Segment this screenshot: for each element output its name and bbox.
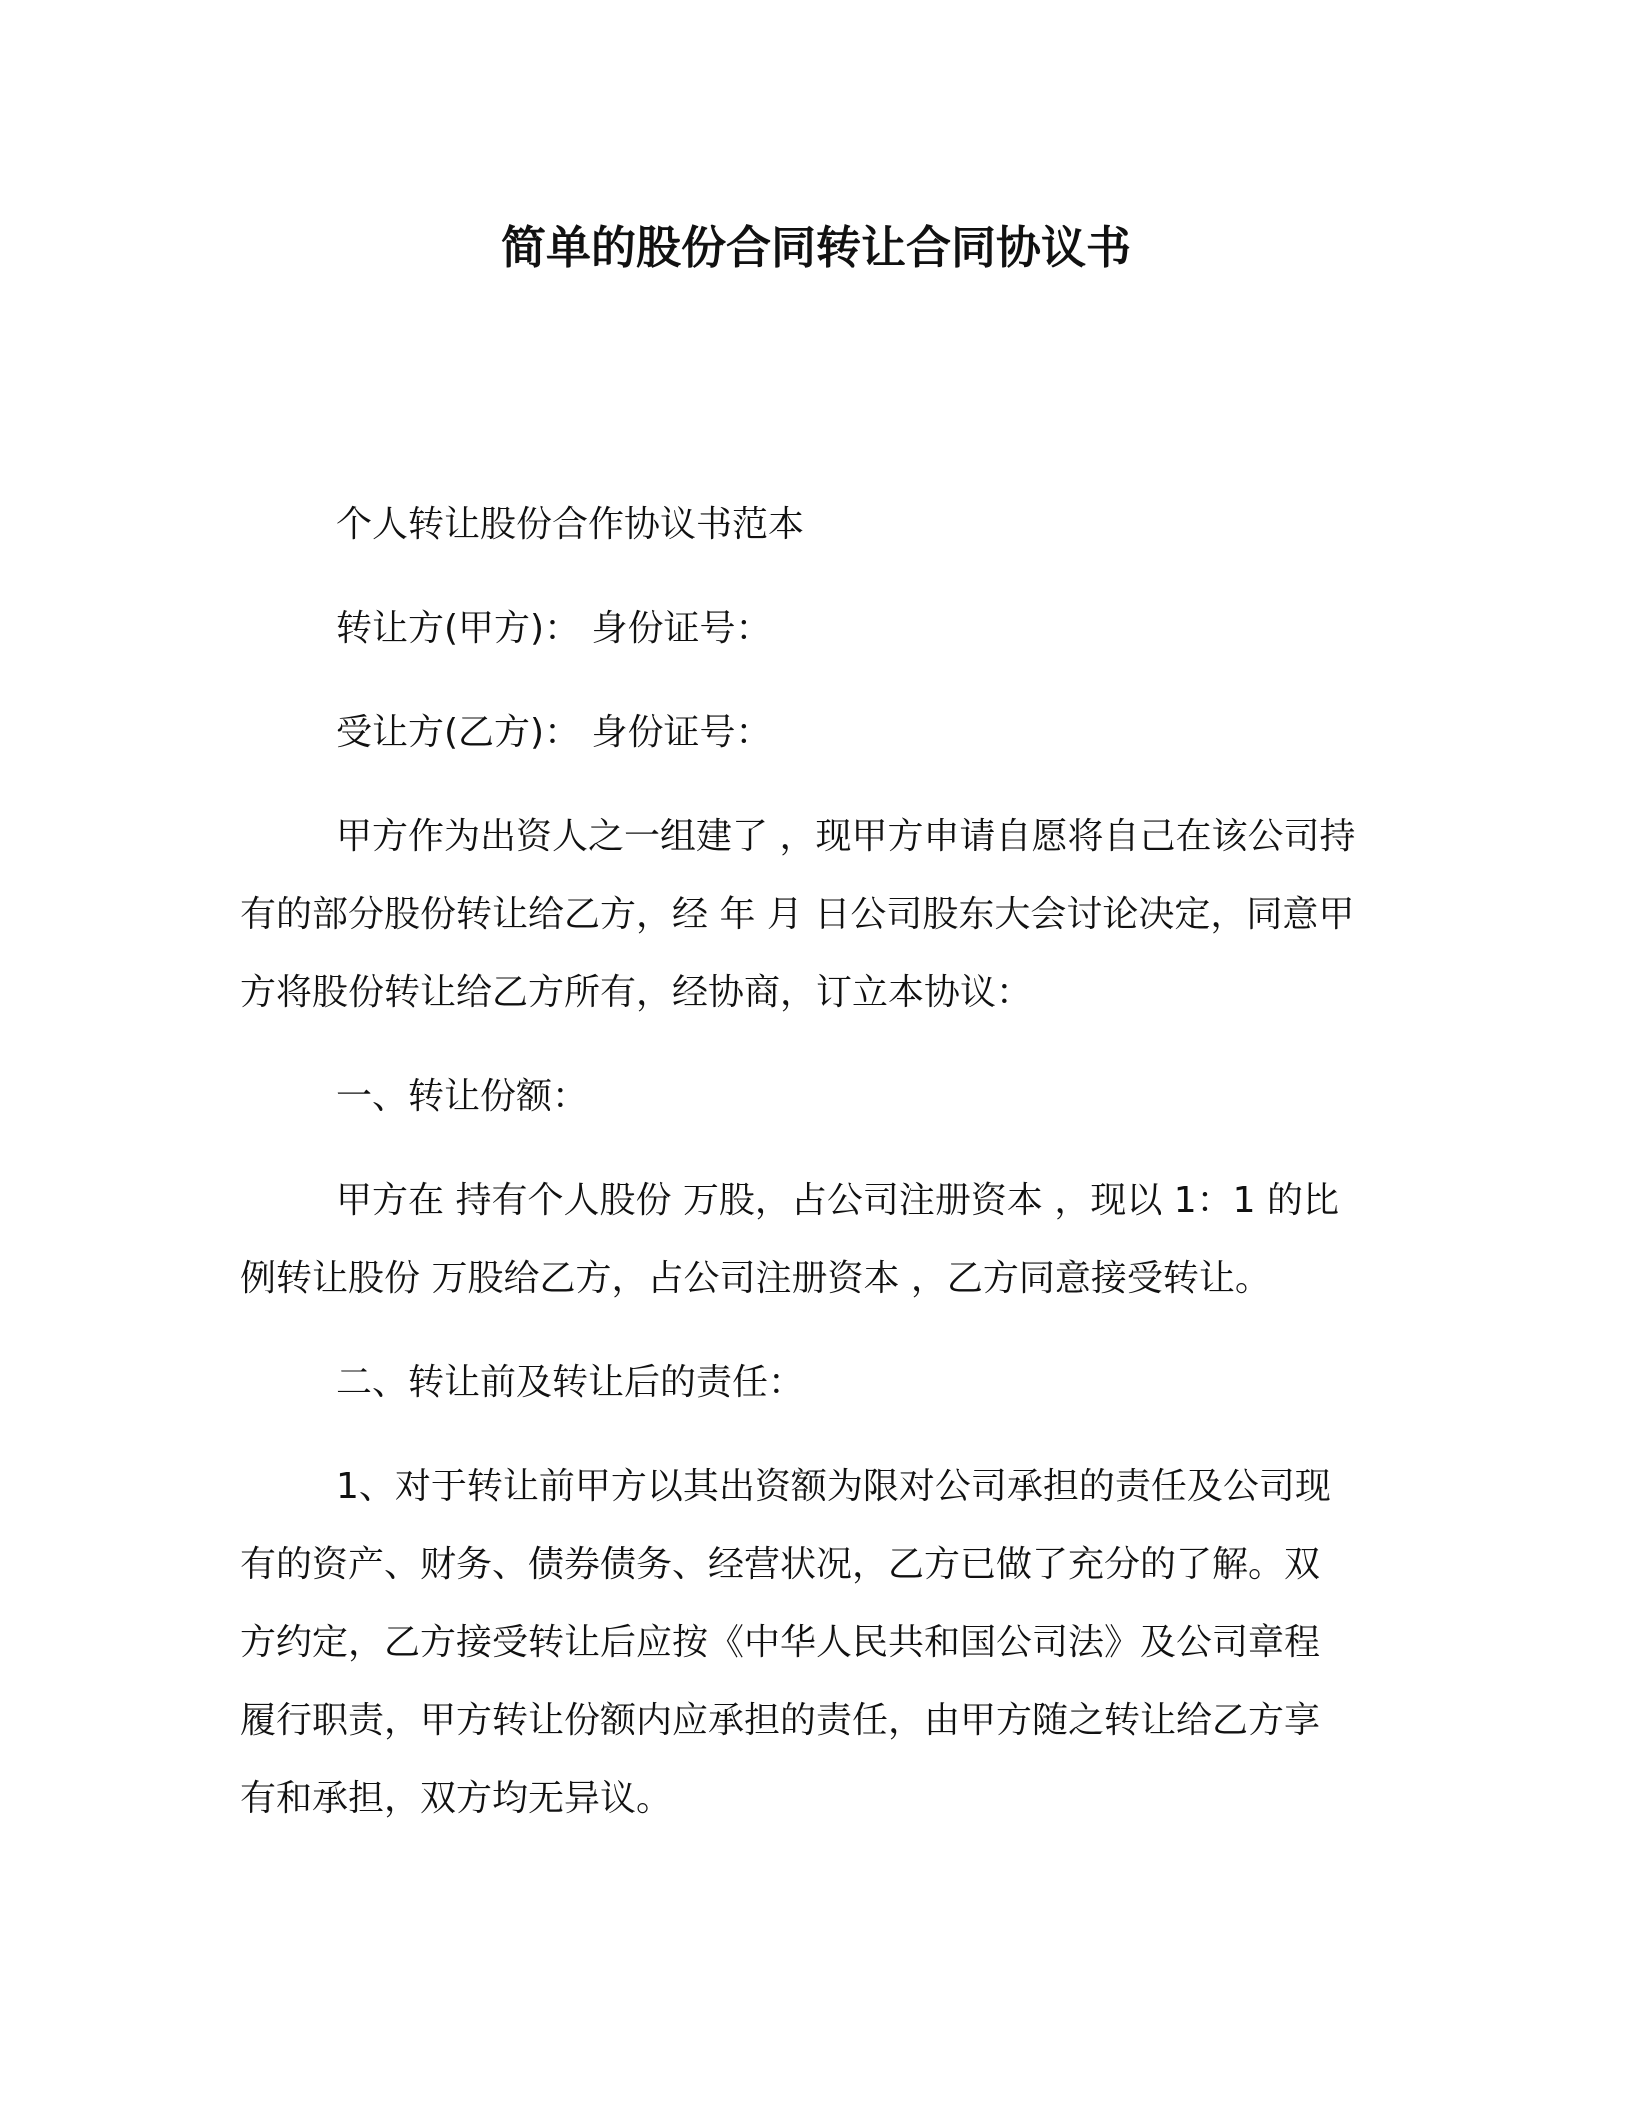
paragraph-transferee <box>240 694 772 772</box>
paragraph-line: 个人转让股份合作协议书范本 <box>336 504 805 545</box>
paragraph-transferor <box>240 590 772 668</box>
paragraph-line: 1、对于转让前甲方以其出资额为限对公司承担的责任及公司现 <box>336 1466 1331 1507</box>
heading-responsibility <box>240 1344 804 1422</box>
paragraph-line: 甲方在 持有个人股份 万股，占公司注册资本 ，现以 1：1 的比 <box>336 1180 1340 1221</box>
paragraph-line: 方约定，乙方接受转让后应按《中华人民共和国公司法》及公司章程 <box>240 1622 1321 1663</box>
paragraph-line: 履行职责，甲方转让份额内应承担的责任，由甲方随之转让给乙方享 <box>240 1700 1321 1741</box>
paragraph-line: 方将股份转让给乙方所有，经协商，订立本协议： <box>240 972 1033 1013</box>
paragraph-line: 二、转让前及转让后的责任： <box>336 1362 805 1403</box>
paragraph-transfer-share <box>240 1162 1339 1318</box>
paragraph-line: 有和承担，双方均无异议。 <box>240 1778 673 1819</box>
paragraph-line: 例转让股份 万股给乙方，占公司注册资本 ，乙方同意接受转让。 <box>240 1258 1271 1299</box>
document-title: 简单的股份合同转让合同协议书 <box>500 221 1131 274</box>
paragraph-line: 有的部分股份转让给乙方，经 年 月 日公司股东大会讨论决定，同意甲 <box>240 894 1355 935</box>
paragraph-line: 有的资产、财务、债券债务、经营状况，乙方已做了充分的了解。双 <box>240 1544 1321 1585</box>
paragraph-responsibility-1 <box>240 1448 1331 1838</box>
paragraph-line: 受让方(乙方)： 身份证号： <box>336 712 772 753</box>
paragraph-preamble <box>240 798 1355 1032</box>
paragraph-template-name <box>240 486 804 564</box>
paragraph-line: 一、转让份额： <box>336 1076 589 1117</box>
heading-transfer-share <box>240 1058 588 1136</box>
paragraph-line: 转让方(甲方)： 身份证号： <box>336 608 772 649</box>
paragraph-line: 甲方作为出资人之一组建了 ，现甲方申请自愿将自己在该公司持 <box>336 816 1356 857</box>
